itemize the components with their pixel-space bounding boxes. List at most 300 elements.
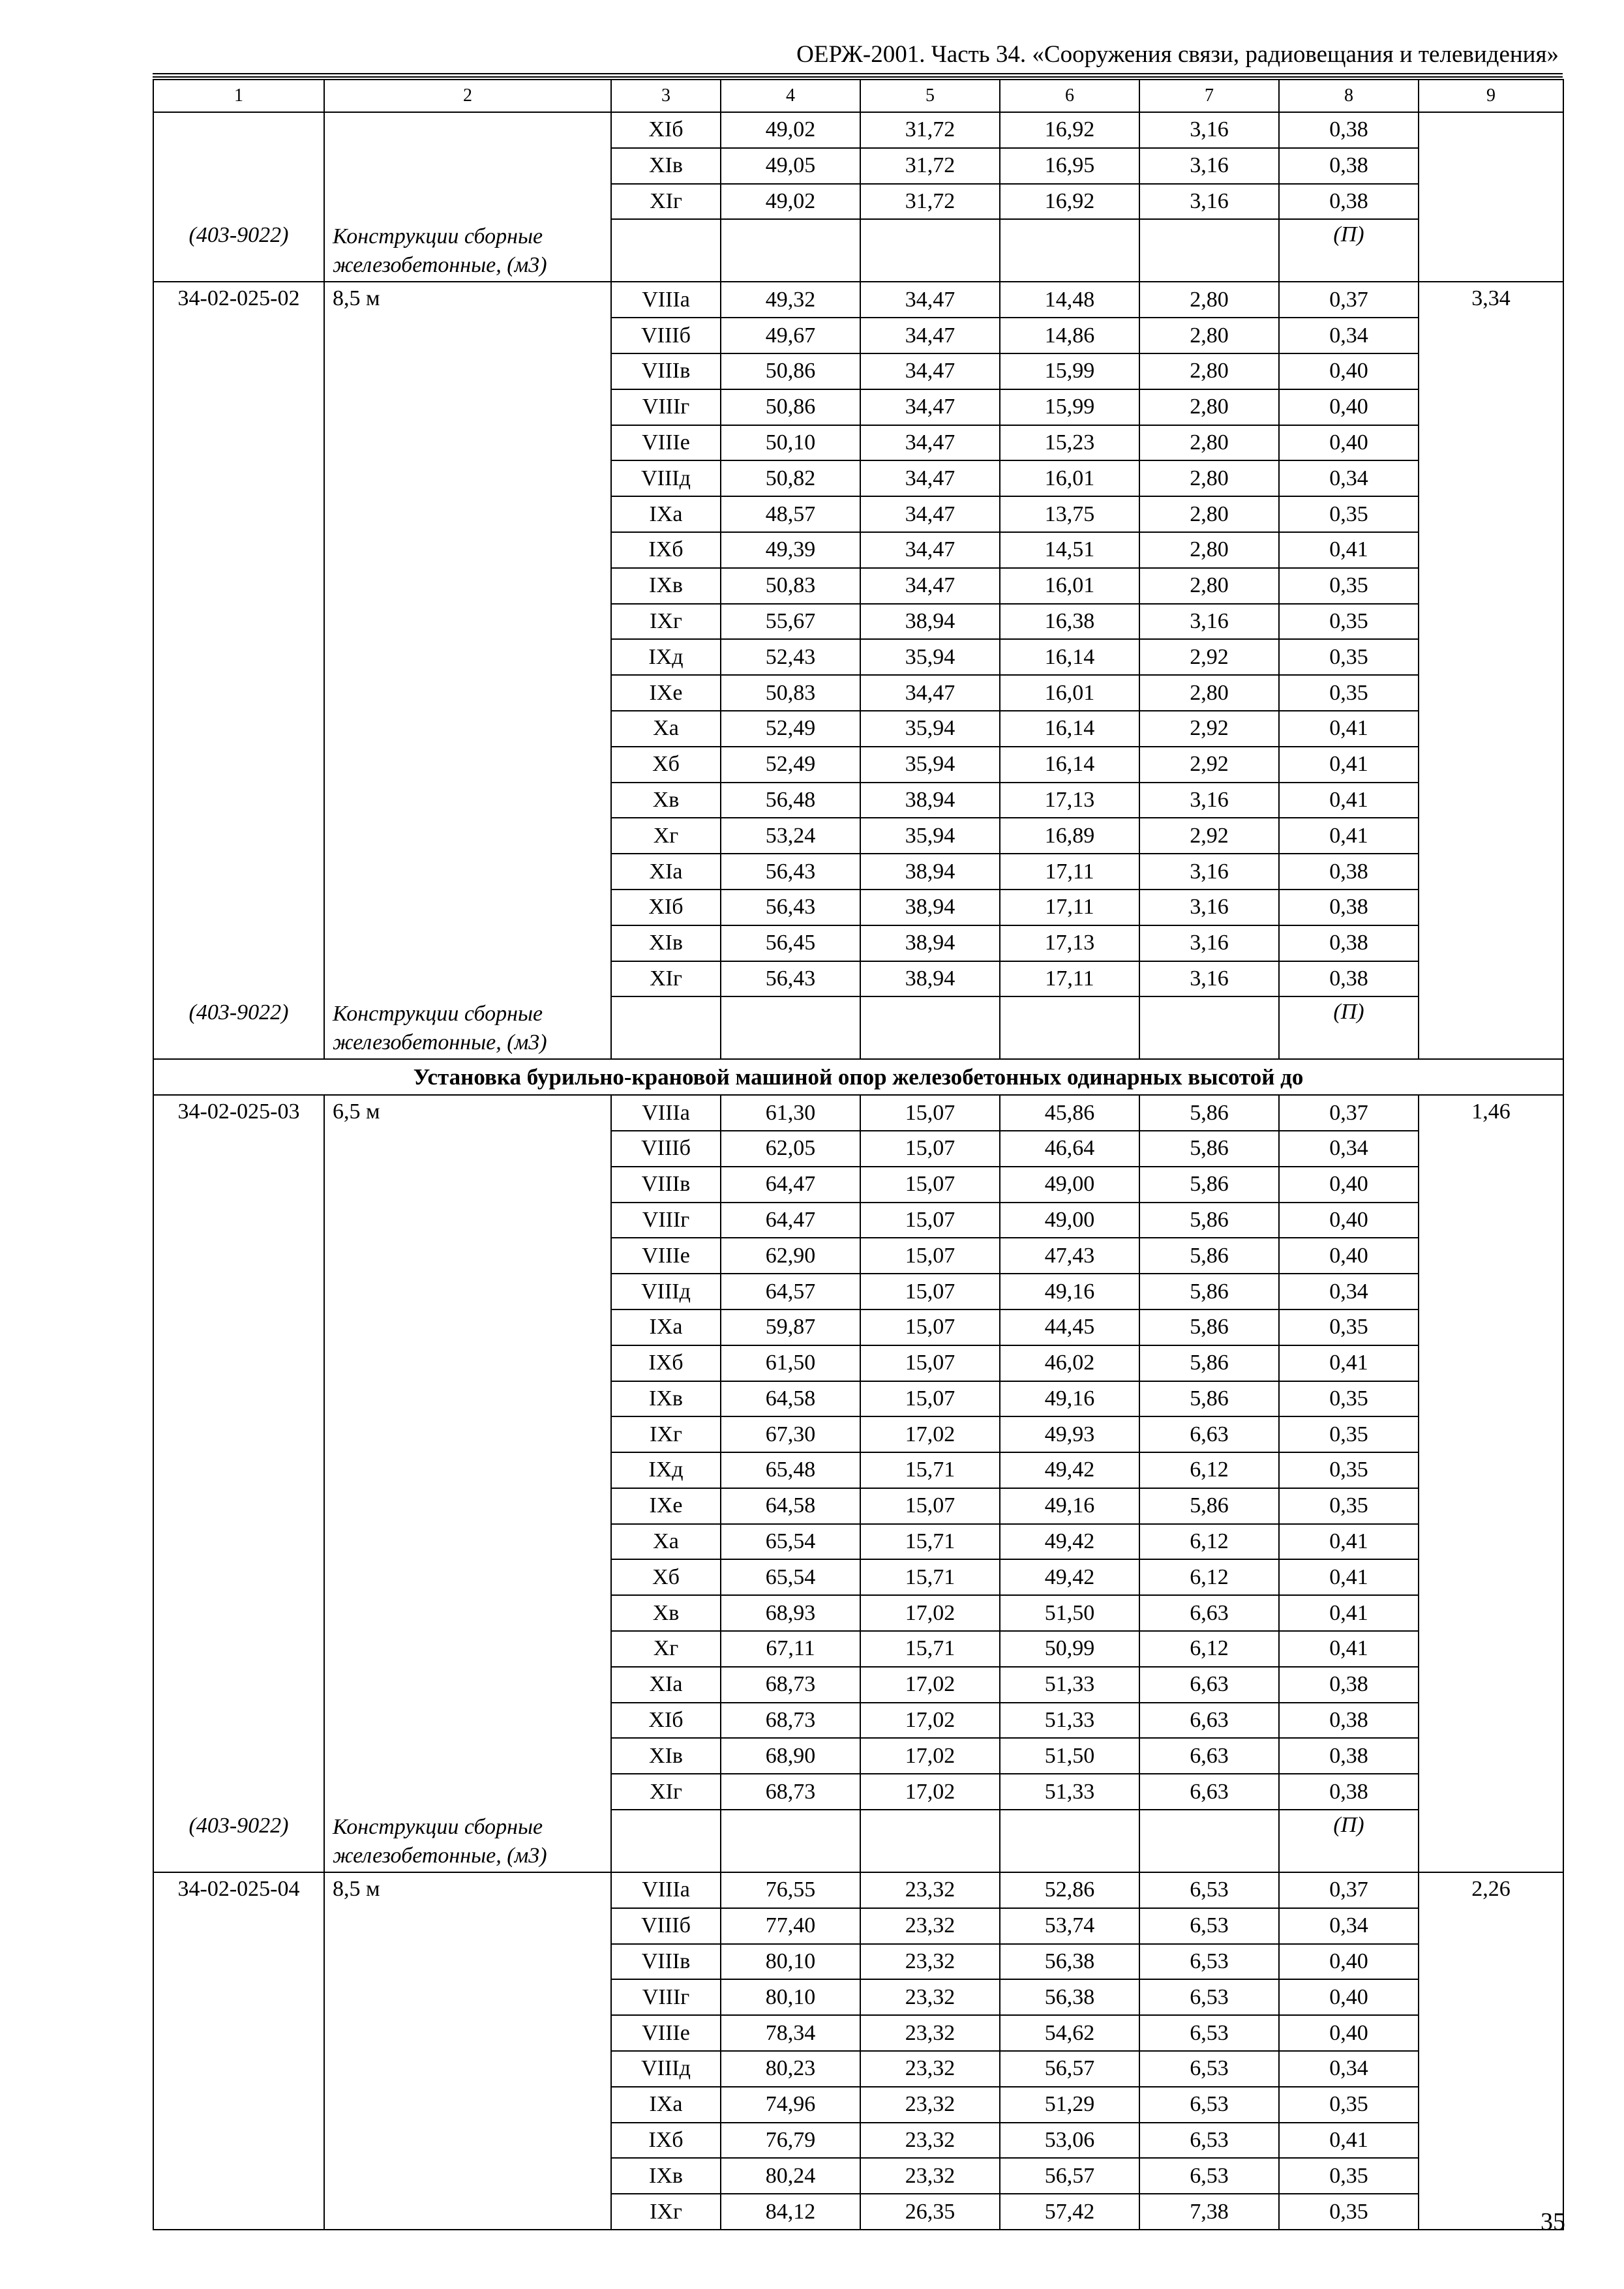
total-cost-cell: 68,73 [721,1667,860,1703]
machinist-wages-cell: 6,53 [1139,1979,1279,2015]
wages-cell: 34,47 [860,282,1000,318]
material-unit: (П) [1279,1810,1419,1872]
total-cost-cell: 49,39 [721,532,860,568]
materials-cost-cell: 0,34 [1279,1131,1419,1167]
wages-cell: 23,32 [860,1872,1000,1908]
zone-cell: IXд [611,1452,721,1488]
total-cost-cell: 56,43 [721,890,860,925]
column-number: 6 [1000,80,1139,112]
machinist-wages-cell: 6,63 [1139,1774,1279,1810]
page-header: ОЕРЖ-2001. Часть 34. «Сооружения связи, радиовещания и телевидения» [796,41,1559,68]
total-cost-cell: 80,23 [721,2051,860,2087]
wages-cell: 35,94 [860,747,1000,783]
wages-cell: 23,32 [860,2087,1000,2123]
machinist-wages-cell: 2,80 [1139,460,1279,496]
machine-cost-cell: 16,38 [1000,604,1139,640]
wages-cell: 15,71 [860,1559,1000,1595]
materials-cost-cell: 0,40 [1279,1944,1419,1980]
materials-cost-cell: 0,35 [1279,1416,1419,1452]
materials-cost-cell: 0,38 [1279,1774,1419,1810]
wages-cell: 35,94 [860,639,1000,675]
materials-cost-cell: 0,38 [1279,961,1419,997]
zone-cell: XIб [611,1703,721,1739]
materials-cost-cell: 0,35 [1279,639,1419,675]
table-row [153,112,1563,148]
materials-cost-cell: 0,35 [1279,2194,1419,2230]
materials-cost-cell: 0,38 [1279,148,1419,184]
machinist-wages-cell: 3,16 [1139,783,1279,818]
total-cost-cell: 50,10 [721,425,860,461]
wages-cell: 34,47 [860,496,1000,532]
machinist-wages-cell: 2,80 [1139,389,1279,425]
zone-cell: Xг [611,1631,721,1667]
machinist-wages-cell: 2,80 [1139,532,1279,568]
header-rule [153,73,1563,74]
wages-cell: 38,94 [860,925,1000,961]
zone-cell: IXа [611,1309,721,1345]
machine-cost-cell: 49,42 [1000,1524,1139,1560]
table-row [153,282,1563,318]
materials-cost-cell: 0,37 [1279,1095,1419,1131]
zone-cell: IXг [611,2194,721,2230]
wages-cell: 31,72 [860,112,1000,148]
total-cost-cell: 49,02 [721,184,860,220]
materials-cost-cell: 0,40 [1279,1979,1419,2015]
materials-cost-cell: 0,41 [1279,2123,1419,2159]
zone-cell: XIб [611,112,721,148]
empty-cell [860,219,1000,282]
machinist-wages-cell: 6,12 [1139,1452,1279,1488]
total-cost-cell: 74,96 [721,2087,860,2123]
wages-cell: 34,47 [860,675,1000,711]
wages-cell: 38,94 [860,890,1000,925]
rates-table [153,79,1564,2230]
machine-cost-cell: 56,57 [1000,2158,1139,2194]
machine-cost-cell: 51,29 [1000,2087,1139,2123]
total-cost-cell: 50,83 [721,675,860,711]
materials-cost-cell: 0,40 [1279,425,1419,461]
materials-cost-cell: 0,40 [1279,353,1419,389]
zone-cell: Xб [611,1559,721,1595]
zone-cell: VIIIд [611,1274,721,1309]
wages-cell: 34,47 [860,318,1000,353]
material-name: Конструкции сборные железобетонные, (м3) [333,224,547,278]
materials-cost-cell: 0,35 [1279,1309,1419,1345]
wages-cell: 23,32 [860,1979,1000,2015]
wages-cell: 34,47 [860,532,1000,568]
zone-cell: XIг [611,961,721,997]
zone-cell: IXа [611,496,721,532]
empty-cell [860,996,1000,1059]
wages-cell: 15,07 [860,1095,1000,1131]
materials-cost-cell: 0,38 [1279,854,1419,890]
total-cost-cell: 49,05 [721,148,860,184]
zone-cell: Xв [611,783,721,818]
norm-description: 8,5 м [333,1877,380,1902]
machinist-wages-cell: 5,86 [1139,1167,1279,1203]
norm-description-cell [324,282,611,1059]
wages-cell: 15,07 [860,1274,1000,1309]
machine-cost-cell: 51,33 [1000,1667,1139,1703]
wages-cell: 34,47 [860,425,1000,461]
machine-cost-cell: 13,75 [1000,496,1139,532]
machinist-wages-cell: 6,63 [1139,1703,1279,1739]
machinist-wages-cell: 5,86 [1139,1095,1279,1131]
zone-cell: IXа [611,2087,721,2123]
machinist-wages-cell: 6,63 [1139,1595,1279,1631]
materials-cost-cell: 0,38 [1279,1738,1419,1774]
machinist-wages-cell: 3,16 [1139,925,1279,961]
zone-cell: XIв [611,1738,721,1774]
column-number: 2 [324,80,611,112]
labor-cost: 3,34 [1471,286,1511,311]
machine-cost-cell: 14,86 [1000,318,1139,353]
machine-cost-cell: 45,86 [1000,1095,1139,1131]
zone-cell: XIа [611,854,721,890]
header-rule [153,76,1563,78]
materials-cost-cell: 0,37 [1279,1872,1419,1908]
machinist-wages-cell: 2,80 [1139,353,1279,389]
wages-cell: 15,07 [860,1345,1000,1381]
machine-cost-cell: 16,95 [1000,148,1139,184]
machine-cost-cell: 16,14 [1000,747,1139,783]
machinist-wages-cell: 2,92 [1139,711,1279,747]
wages-cell: 23,32 [860,2158,1000,2194]
materials-cost-cell: 0,41 [1279,1595,1419,1631]
machinist-wages-cell: 5,86 [1139,1345,1279,1381]
total-cost-cell: 64,58 [721,1488,860,1524]
machine-cost-cell: 53,74 [1000,1908,1139,1944]
machinist-wages-cell: 5,86 [1139,1274,1279,1309]
materials-cost-cell: 0,37 [1279,282,1419,318]
total-cost-cell: 56,43 [721,854,860,890]
total-cost-cell: 52,43 [721,639,860,675]
wages-cell: 34,47 [860,353,1000,389]
machinist-wages-cell: 2,92 [1139,818,1279,854]
wages-cell: 31,72 [860,184,1000,220]
zone-cell: IXе [611,675,721,711]
wages-cell: 23,32 [860,2051,1000,2087]
total-cost-cell: 68,90 [721,1738,860,1774]
zone-cell: VIIIв [611,353,721,389]
total-cost-cell: 67,30 [721,1416,860,1452]
machine-cost-cell: 16,92 [1000,112,1139,148]
wages-cell: 17,02 [860,1774,1000,1810]
zone-cell: XIв [611,148,721,184]
total-cost-cell: 64,47 [721,1167,860,1203]
zone-cell: IXв [611,568,721,604]
zone-cell: VIIIа [611,282,721,318]
wages-cell: 15,07 [860,1238,1000,1274]
materials-cost-cell: 0,40 [1279,1203,1419,1238]
wages-cell: 26,35 [860,2194,1000,2230]
machinist-wages-cell: 3,16 [1139,112,1279,148]
rates-table-body [153,80,1563,2230]
labor-cost-cell [1419,282,1563,1059]
machine-cost-cell: 51,33 [1000,1774,1139,1810]
total-cost-cell: 52,49 [721,711,860,747]
machinist-wages-cell: 3,16 [1139,184,1279,220]
norm-description-cell [324,112,611,282]
norm-code: 34-02-025-03 [177,1100,300,1124]
zone-cell: IXг [611,1416,721,1452]
norm-code: 34-02-025-04 [177,1877,300,1902]
total-cost-cell: 65,54 [721,1559,860,1595]
column-number: 4 [721,80,860,112]
machinist-wages-cell: 2,80 [1139,675,1279,711]
machinist-wages-cell: 6,53 [1139,2051,1279,2087]
wages-cell: 15,07 [860,1203,1000,1238]
machine-cost-cell: 46,02 [1000,1345,1139,1381]
material-name: Конструкции сборные железобетонные, (м3) [333,1002,547,1055]
machine-cost-cell: 15,23 [1000,425,1139,461]
total-cost-cell: 50,83 [721,568,860,604]
machinist-wages-cell: 5,86 [1139,1309,1279,1345]
materials-cost-cell: 0,35 [1279,675,1419,711]
zone-cell: VIIIа [611,1095,721,1131]
materials-cost-cell: 0,35 [1279,1452,1419,1488]
machine-cost-cell: 49,00 [1000,1203,1139,1238]
machine-cost-cell: 49,16 [1000,1274,1139,1309]
empty-cell [721,1810,860,1872]
material-ref: (403-9022) [188,1814,289,1838]
total-cost-cell: 50,86 [721,389,860,425]
norm-description: 6,5 м [333,1100,380,1124]
total-cost-cell: 62,90 [721,1238,860,1274]
machine-cost-cell: 15,99 [1000,353,1139,389]
norm-description [325,113,610,117]
materials-cost-cell: 0,38 [1279,112,1419,148]
wages-cell: 38,94 [860,604,1000,640]
total-cost-cell: 50,82 [721,460,860,496]
norm-code [154,113,323,117]
machine-cost-cell: 16,01 [1000,460,1139,496]
machine-cost-cell: 17,11 [1000,890,1139,925]
zone-cell: IXв [611,1381,721,1417]
total-cost-cell: 59,87 [721,1309,860,1345]
norm-description-cell [324,1872,611,2230]
materials-cost-cell: 0,41 [1279,783,1419,818]
machinist-wages-cell: 6,63 [1139,1667,1279,1703]
machinist-wages-cell: 7,38 [1139,2194,1279,2230]
machinist-wages-cell: 6,53 [1139,1908,1279,1944]
machinist-wages-cell: 6,53 [1139,2123,1279,2159]
page-number: 35 [1541,2208,1565,2236]
machinist-wages-cell: 6,53 [1139,2087,1279,2123]
zone-cell: XIг [611,184,721,220]
wages-cell: 15,07 [860,1381,1000,1417]
wages-cell: 17,02 [860,1738,1000,1774]
materials-cost-cell: 0,41 [1279,532,1419,568]
section-title: Установка бурильно-крановой машиной опор железобетонных одинарных высотой до [153,1059,1563,1095]
wages-cell: 15,71 [860,1452,1000,1488]
zone-cell: XIб [611,890,721,925]
machinist-wages-cell: 2,80 [1139,318,1279,353]
machine-cost-cell: 51,33 [1000,1703,1139,1739]
zone-cell: IXг [611,604,721,640]
materials-cost-cell: 0,34 [1279,318,1419,353]
zone-cell: Xг [611,818,721,854]
wages-cell: 15,07 [860,1309,1000,1345]
materials-cost-cell: 0,38 [1279,184,1419,220]
empty-cell [1000,1810,1139,1872]
materials-cost-cell: 0,40 [1279,1238,1419,1274]
labor-cost-cell [1419,1095,1563,1872]
material-unit: (П) [1279,996,1419,1059]
zone-cell: IXб [611,532,721,568]
machinist-wages-cell: 6,53 [1139,1872,1279,1908]
zone-cell: VIIIв [611,1167,721,1203]
machine-cost-cell: 50,99 [1000,1631,1139,1667]
materials-cost-cell: 0,35 [1279,1381,1419,1417]
materials-cost-cell: 0,35 [1279,1488,1419,1524]
material-unit: (П) [1279,219,1419,282]
total-cost-cell: 56,45 [721,925,860,961]
empty-cell [1000,996,1139,1059]
total-cost-cell: 84,12 [721,2194,860,2230]
materials-cost-cell: 0,40 [1279,2015,1419,2051]
empty-cell [611,996,721,1059]
wages-cell: 31,72 [860,148,1000,184]
wages-cell: 15,07 [860,1167,1000,1203]
zone-cell: VIIIг [611,1203,721,1238]
total-cost-cell: 80,10 [721,1944,860,1980]
empty-cell [721,996,860,1059]
empty-cell [721,219,860,282]
wages-cell: 38,94 [860,854,1000,890]
machinist-wages-cell: 6,12 [1139,1631,1279,1667]
machine-cost-cell: 16,14 [1000,711,1139,747]
zone-cell: VIIIг [611,1979,721,2015]
materials-cost-cell: 0,38 [1279,1703,1419,1739]
machinist-wages-cell: 5,86 [1139,1381,1279,1417]
materials-cost-cell: 0,41 [1279,818,1419,854]
materials-cost-cell: 0,34 [1279,1274,1419,1309]
machine-cost-cell: 17,13 [1000,783,1139,818]
machine-cost-cell: 17,13 [1000,925,1139,961]
wages-cell: 17,02 [860,1416,1000,1452]
wages-cell: 35,94 [860,711,1000,747]
zone-cell: IXе [611,1488,721,1524]
zone-cell: Xв [611,1595,721,1631]
total-cost-cell: 76,55 [721,1872,860,1908]
total-cost-cell: 68,93 [721,1595,860,1631]
materials-cost-cell: 0,35 [1279,604,1419,640]
materials-cost-cell: 0,41 [1279,1524,1419,1560]
total-cost-cell: 67,11 [721,1631,860,1667]
machine-cost-cell: 16,89 [1000,818,1139,854]
column-number: 8 [1279,80,1419,112]
labor-cost-cell [1419,112,1563,282]
machine-cost-cell: 53,06 [1000,2123,1139,2159]
material-ref: (403-9022) [188,223,289,248]
machinist-wages-cell: 2,80 [1139,568,1279,604]
machine-cost-cell: 16,14 [1000,639,1139,675]
materials-cost-cell: 0,38 [1279,925,1419,961]
total-cost-cell: 49,32 [721,282,860,318]
wages-cell: 17,02 [860,1595,1000,1631]
machine-cost-cell: 16,92 [1000,184,1139,220]
norm-code-cell [153,1872,324,2230]
total-cost-cell: 56,43 [721,961,860,997]
total-cost-cell: 55,67 [721,604,860,640]
wages-cell: 34,47 [860,568,1000,604]
wages-cell: 17,02 [860,1703,1000,1739]
machine-cost-cell: 49,16 [1000,1381,1139,1417]
total-cost-cell: 56,48 [721,783,860,818]
column-number: 5 [860,80,1000,112]
machinist-wages-cell: 5,86 [1139,1238,1279,1274]
total-cost-cell: 49,02 [721,112,860,148]
column-number: 7 [1139,80,1279,112]
materials-cost-cell: 0,41 [1279,747,1419,783]
machinist-wages-cell: 6,53 [1139,1944,1279,1980]
zone-cell: VIIIе [611,2015,721,2051]
machine-cost-cell: 49,42 [1000,1452,1139,1488]
machinist-wages-cell: 6,12 [1139,1559,1279,1595]
machine-cost-cell: 15,99 [1000,389,1139,425]
machinist-wages-cell: 6,63 [1139,1416,1279,1452]
machinist-wages-cell: 2,92 [1139,639,1279,675]
total-cost-cell: 76,79 [721,2123,860,2159]
zone-cell: VIIIд [611,460,721,496]
total-cost-cell: 65,54 [721,1524,860,1560]
norm-description-cell [324,1095,611,1872]
empty-cell [611,1810,721,1872]
material-name: Конструкции сборные железобетонные, (м3) [333,1815,547,1868]
zone-cell: IXв [611,2158,721,2194]
total-cost-cell: 68,73 [721,1703,860,1739]
machine-cost-cell: 17,11 [1000,854,1139,890]
total-cost-cell: 48,57 [721,496,860,532]
column-number: 3 [611,80,721,112]
zone-cell: XIг [611,1774,721,1810]
machine-cost-cell: 56,57 [1000,2051,1139,2087]
wages-cell: 15,07 [860,1131,1000,1167]
wages-cell: 23,32 [860,1944,1000,1980]
machinist-wages-cell: 2,80 [1139,496,1279,532]
total-cost-cell: 64,58 [721,1381,860,1417]
machine-cost-cell: 49,42 [1000,1559,1139,1595]
wages-cell: 23,32 [860,2015,1000,2051]
machinist-wages-cell: 3,16 [1139,148,1279,184]
total-cost-cell: 80,10 [721,1979,860,2015]
total-cost-cell: 53,24 [721,818,860,854]
zone-cell: VIIIд [611,2051,721,2087]
wages-cell: 15,07 [860,1488,1000,1524]
norm-code: 34-02-025-02 [177,286,300,311]
machinist-wages-cell: 6,12 [1139,1524,1279,1560]
machine-cost-cell: 56,38 [1000,1944,1139,1980]
total-cost-cell: 64,47 [721,1203,860,1238]
machine-cost-cell: 16,01 [1000,568,1139,604]
materials-cost-cell: 0,41 [1279,1631,1419,1667]
zone-cell: Xб [611,747,721,783]
wages-cell: 23,32 [860,2123,1000,2159]
machinist-wages-cell: 2,92 [1139,747,1279,783]
column-number: 1 [153,80,324,112]
materials-cost-cell: 0,40 [1279,389,1419,425]
machine-cost-cell: 51,50 [1000,1738,1139,1774]
wages-cell: 15,71 [860,1524,1000,1560]
materials-cost-cell: 0,35 [1279,2158,1419,2194]
machinist-wages-cell: 5,86 [1139,1131,1279,1167]
wages-cell: 34,47 [860,389,1000,425]
machine-cost-cell: 52,86 [1000,1872,1139,1908]
wages-cell: 38,94 [860,783,1000,818]
table-row [153,1872,1563,1908]
zone-cell: VIIIб [611,1131,721,1167]
